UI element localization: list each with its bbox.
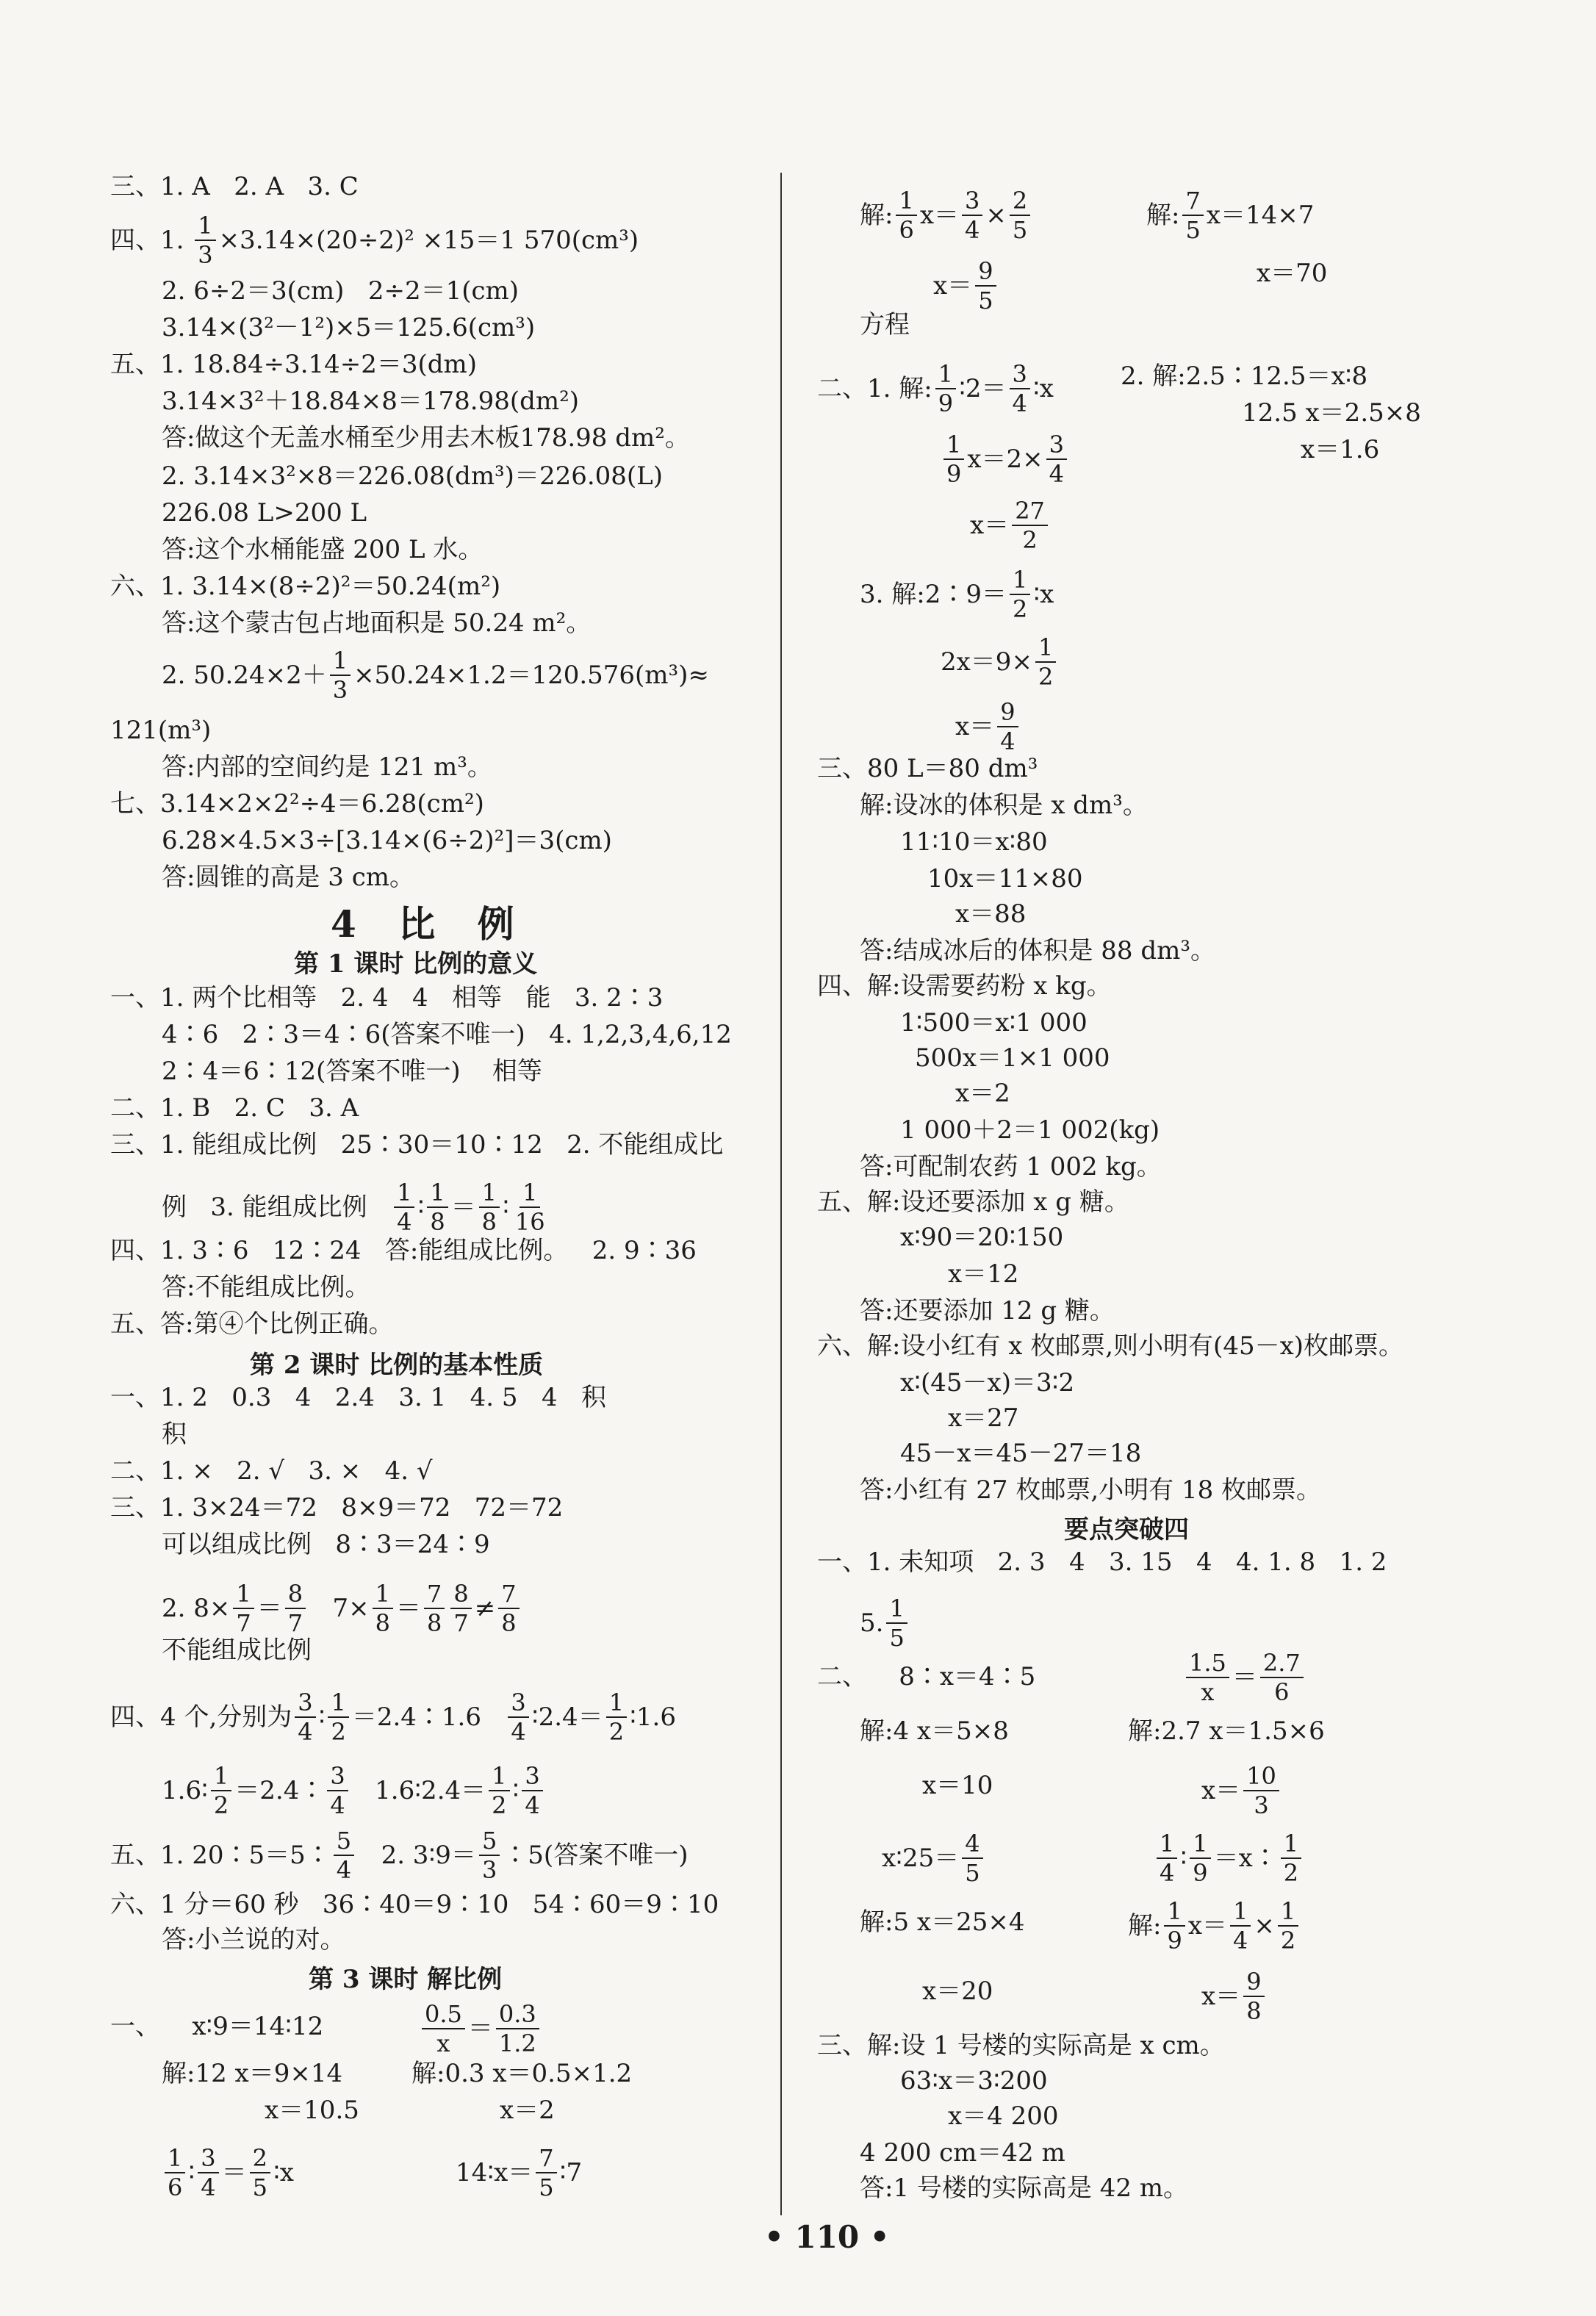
answer-line: 六、1 分＝60 秒 36∶40＝9∶10 54∶60＝9∶10 [110, 1890, 719, 1919]
answer-line: 六、解:设小红有 x 枚邮票,则小明有(45－x)枚邮票。 [817, 1331, 1404, 1361]
answer-line: 二、1. B 2. C 3. A [110, 1093, 359, 1123]
answer-line: 解:2.7 x＝1.5×6 [1128, 1716, 1325, 1746]
answer-line: 3.14×3²＋18.84×8＝178.98(dm²) [162, 386, 580, 416]
answer-line: 例 3. 能组成比例 $\frac{1}{4}$ ∶ $\frac{1}{8}$ ＝ $\frac{1}{8}$ ∶ $\frac{1}{16}$ [162, 1179, 545, 1236]
answer-line: 2x＝9× $\frac{1}{2}$ [941, 633, 1059, 691]
answer-line: $\frac{1}{6}$ ∶ $\frac{3}{4}$ ＝ $\frac{2}{5}$ ∶x [110, 2144, 294, 2201]
answer-line: x＝ $\frac{9}{4}$ [955, 698, 1021, 755]
answer-line: 63∶x＝3∶200 [900, 2066, 1048, 2096]
answer-line: 一、 x∶9＝14∶12 [110, 2012, 324, 2041]
answer-line: $\frac{0.5}{x}$ ＝ $\frac{0.3}{1.2}$ [419, 2000, 542, 2057]
answer-line: x∶25＝ $\frac{4}{5}$ [882, 1830, 986, 1887]
answer-line: 2. 50.24×2＋ $\frac{1}{3}$ ×50.24×1.2＝120.576(m³)≈ [162, 647, 709, 704]
answer-line: 解: $\frac{1}{9}$ x＝ $\frac{1}{4}$ × $\frac{1}{2}$ [1128, 1897, 1301, 1954]
answer-line: 二、1. × 2. √ 3. × 4. √ [110, 1456, 433, 1486]
answer-line: x∶(45－x)＝3∶2 [900, 1368, 1075, 1398]
answer-line: 答:可配制农药 1 002 kg。 [860, 1152, 1162, 1182]
answer-line: 1 000＋2＝1 002(kg) [900, 1115, 1160, 1145]
answer-line: 六、1. 3.14×(8÷2)²＝50.24(m²) [110, 572, 501, 601]
answer-line: 解: $\frac{1}{6}$ x＝ $\frac{3}{4}$ × $\frac{2}{5}$ [860, 187, 1033, 244]
answer-line: 五、答:第④个比例正确。 [110, 1309, 394, 1339]
answer-line: 答:1 号楼的实际高是 42 m。 [860, 2173, 1189, 2203]
answer-line: 解:12 x＝9×14 [162, 2059, 343, 2088]
answer-line: 5. $\frac{1}{5}$ [860, 1594, 910, 1652]
answer-line: 1∶500＝x∶1 000 [900, 1008, 1088, 1037]
answer-line: 2. 6÷2＝3(cm) 2÷2＝1(cm) [162, 276, 520, 306]
answer-line: 一、1. 未知项 2. 3 4 3. 15 4 4. 1. 8 1. 2 [817, 1547, 1387, 1577]
answer-line: 四、1. 3∶6 12∶24 答:能组成比例。 2. 9∶36 [110, 1236, 697, 1265]
answer-line: 6.28×4.5×3÷[3.14×(6÷2)²]＝3(cm) [162, 826, 612, 855]
answer-line: 积 [162, 1420, 187, 1449]
answer-line: 答:这个水桶能盛 200 L 水。 [162, 535, 484, 564]
answer-line: x＝ $\frac{27}{2}$ [970, 497, 1051, 554]
answer-line: 五、1. 18.84÷3.14÷2＝3(dm) [110, 350, 478, 379]
answer-line: 二、1. 解: $\frac{1}{9}$ ∶2＝ $\frac{3}{4}$ ∶x [817, 360, 1054, 417]
answer-line: 226.08 L>200 L [162, 498, 367, 528]
answer-line: x＝10 [922, 1771, 993, 1800]
answer-line: 解:0.3 x＝0.5×1.2 [411, 2059, 633, 2088]
answer-line: x＝12 [948, 1259, 1019, 1289]
answer-line: 12.5 x＝2.5×8 [1242, 398, 1421, 428]
answer-line: 解:5 x＝25×4 [860, 1907, 1025, 1937]
answer-line: 11∶10＝x∶80 [900, 827, 1048, 857]
answer-line: 五、解:设还要添加 x g 糖。 [817, 1187, 1129, 1217]
answer-line: x＝4 200 [948, 2101, 1059, 2131]
answer-line: 解: $\frac{7}{5}$ x＝14×7 [1146, 187, 1315, 244]
answer-line: 2. 8× $\frac{1}{7}$ ＝ $\frac{8}{7}$ 7× $\frac{1}{8}$ ＝ $\frac{7}{8}$ $\frac{8}{7}$ ≠ $\frac{7}{8}$ [110, 1580, 522, 1637]
answer-line: 答:小兰说的对。 [162, 1925, 345, 1954]
answer-line: 14∶x＝ $\frac{7}{5}$ ∶7 [456, 2144, 583, 2201]
answer-line: 可以组成比例 8∶3＝24∶9 [162, 1530, 490, 1559]
answer-line: 解:设冰的体积是 x dm³。 [860, 791, 1148, 820]
answer-line: x＝27 [948, 1403, 1019, 1433]
answer-line: 三、1. A 2. A 3. C [110, 172, 359, 201]
answer-line: 1.6∶ $\frac{1}{2}$ ＝2.4∶ $\frac{3}{4}$ 1.6∶2.4＝ $\frac{1}{2}$ ∶ $\frac{3}{4}$ [110, 1762, 546, 1819]
answer-line: 答:不能组成比例。 [162, 1273, 370, 1302]
chapter-title: 4 比 例 [331, 902, 529, 946]
answer-line: $\frac{1.5}{x}$ ＝ $\frac{2.7}{6}$ [1183, 1649, 1306, 1706]
answer-line: 2∶4＝6∶12(答案不唯一) 相等 [162, 1057, 542, 1086]
answer-line: 不能组成比例 [162, 1636, 312, 1665]
column-divider [780, 173, 782, 2215]
answer-line: $\frac{1}{9}$ x＝2× $\frac{3}{4}$ [941, 431, 1070, 488]
section-title: 要点突破四 [1064, 1515, 1189, 1544]
answer-line: 3. 解:2∶9＝ $\frac{1}{2}$ ∶x [860, 566, 1054, 623]
answer-line: 121(m³) [110, 716, 212, 745]
answer-line: 一、1. 两个比相等 2. 4 4 相等 能 3. 2∶3 [110, 983, 664, 1013]
answer-line: 解:4 x＝5×8 [860, 1716, 1009, 1746]
answer-line: 三、1. 3×24＝72 8×9＝72 72＝72 [110, 1493, 564, 1522]
answer-line: x＝ $\frac{10}{3}$ [1201, 1762, 1282, 1819]
answer-line: 500x＝1×1 000 [915, 1043, 1110, 1073]
answer-line: x＝20 [922, 1977, 993, 2006]
answer-line: 四、4 个,分别为 $\frac{3}{4}$ ∶ $\frac{1}{2}$ ＝2.4∶1.6 $\frac{3}{4}$ ∶2.4＝ $\frac{1}{2}$ ∶1.6 [110, 1689, 676, 1746]
answer-line: 五、1. 20∶5＝5∶ $\frac{5}{4}$ 2. 3∶9＝ $\frac{5}{3}$ ∶5(答案不唯一) [110, 1827, 689, 1884]
answer-line: 2. 解:2.5∶12.5＝x∶8 [1121, 362, 1368, 391]
answer-line: 答:内部的空间约是 121 m³。 [162, 752, 492, 782]
answer-line: 四、1. $\frac{1}{3}$ ×3.14×(20÷2)² ×15＝1 570(cm³) [110, 212, 639, 269]
answer-line: 四、解:设需要药粉 x kg。 [817, 971, 1112, 1001]
answer-line: 三、1. 能组成比例 25∶30＝10∶12 2. 不能组成比 [110, 1130, 724, 1159]
answer-line: 答:小红有 27 枚邮票,小明有 18 枚邮票。 [860, 1475, 1322, 1505]
answer-line: 答:做这个无盖水桶至少用去木板178.98 dm²。 [162, 423, 690, 453]
answer-line: 答:圆锥的高是 3 cm。 [162, 863, 414, 892]
answer-line: x＝2 [500, 2096, 555, 2125]
answer-line: x＝10.5 [265, 2096, 359, 2125]
answer-line: x＝ $\frac{9}{5}$ [933, 257, 999, 314]
answer-line: x＝2 [955, 1079, 1010, 1108]
lesson-title: 第 2 课时 比例的基本性质 [250, 1351, 544, 1380]
answer-line: 三、80 L＝80 dm³ [817, 754, 1038, 783]
answer-line: 答:结成冰后的体积是 88 dm³。 [860, 936, 1215, 965]
answer-line: 答:这个蒙古包占地面积是 50.24 m²。 [162, 608, 592, 638]
answer-line: 10x＝11×80 [927, 864, 1083, 893]
answer-line: 4∶6 2∶3＝4∶6(答案不唯一) 4. 1,2,3,4,6,12 [162, 1020, 732, 1049]
answer-line: x∶90＝20∶150 [900, 1223, 1064, 1252]
answer-line: $\frac{1}{4}$ ∶ $\frac{1}{9}$ ＝x∶ $\frac{1}{2}$ [1154, 1830, 1304, 1887]
answer-line: 2. 3.14×3²×8＝226.08(dm³)＝226.08(L) [162, 461, 664, 491]
answer-line: 一、1. 2 0.3 4 2.4 3. 1 4. 5 4 积 [110, 1383, 607, 1412]
answer-line: 4 200 cm＝42 m [860, 2138, 1065, 2168]
page-number: • 110 • [764, 2219, 890, 2255]
answer-line: 二、 8∶x＝4∶5 [817, 1662, 1036, 1691]
answer-line: 七、3.14×2×2²÷4＝6.28(cm²) [110, 789, 484, 819]
answer-line: x＝70 [1257, 259, 1328, 288]
answer-line: x＝88 [955, 899, 1027, 929]
answer-line: 45－x＝45－27＝18 [900, 1439, 1142, 1468]
lesson-title: 第 3 课时 解比例 [309, 1965, 503, 1994]
answer-line: x＝1.6 [1301, 435, 1380, 464]
answer-line: 三、解:设 1 号楼的实际高是 x cm。 [817, 2031, 1225, 2060]
answer-line: 答:还要添加 12 g 糖。 [860, 1296, 1115, 1326]
lesson-title: 第 1 课时 比例的意义 [294, 949, 538, 979]
answer-line: 3.14×(3²－1²)×5＝125.6(cm³) [162, 313, 536, 342]
answer-line: 方程 [860, 310, 910, 339]
answer-line: x＝ $\frac{9}{8}$ [1201, 1968, 1268, 2025]
